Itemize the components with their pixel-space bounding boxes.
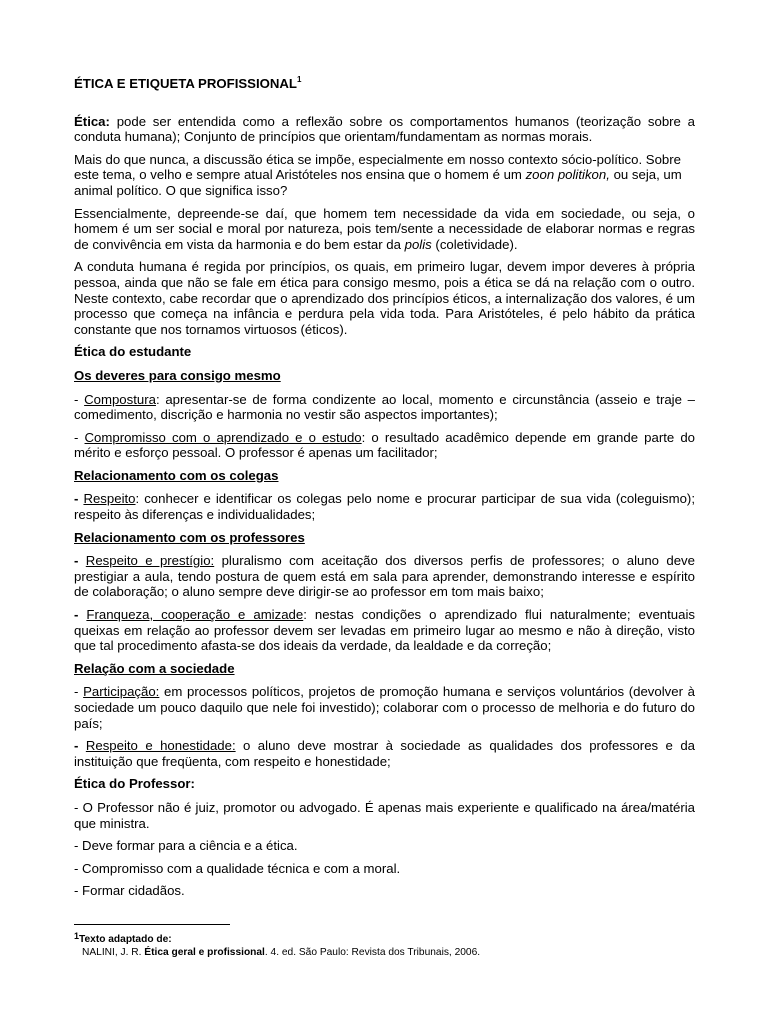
list-item: - Compromisso com a qualidade técnica e com a moral. (74, 860, 401, 876)
paragraph-etica-definition (74, 114, 695, 145)
list-item (74, 607, 695, 654)
student-ethics-heading: Ética do estudante (74, 344, 192, 360)
footnote-label: Texto adaptado de: (79, 934, 172, 945)
document-title (74, 72, 695, 92)
list-item (74, 491, 695, 522)
list-item: - Deve formar para a ciência e a ética. (74, 838, 298, 854)
item-term: Franqueza, cooperação e amizade (86, 607, 304, 623)
list-item: - O Professor não é juiz, promotor ou advogado. É apenas mais experiente e qualificado na área/matéria que ministra. (74, 799, 695, 831)
footnote (74, 930, 694, 959)
citation-author: NALINI, J. R. (82, 947, 142, 958)
paragraph-aristotle (74, 152, 695, 199)
item-text: : conhecer e identificar os colegas pelo nome e procurar participar de sua vida (coleguismo); respeito às diferenças e individualidades; (74, 491, 695, 523)
citation-work: Ética geral e profissional (144, 947, 265, 958)
footnote-citation (74, 946, 694, 959)
item-dash: - (74, 738, 79, 754)
list-item (74, 430, 695, 461)
p3-text-a: Essencialmente, depreende-se daí, que homem tem necessidade da vida em sociedade, ou seja, o homem é um ser social e moral por natureza, pois tem/sente a necessidade de elaborar normas e regras de convivência em vista da harmonia e do bem estar da (74, 205, 695, 252)
item-dash: - (74, 429, 79, 445)
item-term: Respeito (83, 491, 136, 507)
title-footnote-marker[interactable]: 1 (296, 75, 302, 84)
p2-text-a: Mais do que nunca, a discussão ética se impõe, especialmente em nosso contexto sócio-político. Sobre este tema, o velho e sempre atual Aristóteles nos ensina que o homem é um (74, 151, 681, 183)
p2-text-b: ou seja, um animal político. O que significa isso? (74, 167, 682, 198)
self-duties-heading: Os deveres para consigo mesmo (74, 367, 281, 383)
title-text: ÉTICA E ETIQUETA PROFISSIONAL (74, 76, 297, 91)
list-item (74, 392, 695, 423)
item-text: : o resultado acadêmico depende em grande parte do mérito e esforço pessoal. O professor é apenas um facilitador; (74, 429, 695, 461)
item-term: Compromisso com o aprendizado e o estudo (84, 429, 362, 445)
paragraph-conduct: A conduta humana é regida por princípios, os quais, em primeiro lugar, devem impor deveres à própria pessoa, ainda que não se fale em ética para consigo mesmo, pois a ética se dá na relação com o outro. Neste contexto, cabe recordar que o aprendizado dos princípios éticos, a internalização dos valores, é um processo que começa na infância e perdura pela vida toda. Para Aristóteles, é pelo hábito da prática constante que nos tornamos virtuosos (éticos). (74, 259, 695, 337)
colleagues-heading: Relacionamento com os colegas (74, 467, 279, 483)
item-dash: - (74, 553, 79, 569)
etica-label: Ética: (74, 113, 110, 129)
list-item (74, 684, 695, 731)
footnote-number: 1 (74, 931, 80, 941)
item-term: Compostura (84, 391, 156, 407)
citation-rest: . 4. ed. São Paulo: Revista dos Tribunais, 2006. (264, 947, 481, 958)
item-dash: - (74, 607, 79, 623)
paragraph-social-being (74, 206, 695, 253)
etica-text: pode ser entendida como a reflexão sobre os comportamentos humanos (teorização sobre a conduta humana); Conjunto de princípios que orientam/fundamentam as normas morais. (74, 113, 695, 145)
list-item (74, 553, 695, 600)
item-term: Respeito e honestidade: (85, 738, 236, 754)
item-term: Participação: (83, 684, 160, 700)
item-text: o aluno deve mostrar à sociedade as qualidades dos professores e da instituição que freqüenta, com respeito e honestidade; (74, 738, 695, 769)
item-term: Respeito e prestígio: (85, 553, 215, 569)
item-text: : nestas condições o aprendizado flui naturalmente; eventuais queixas em relação ao professor devem ser levadas em primeiro lugar ao mesmo e não à direção, visto que tal procedimento afasta-se dos ideais da verdade, da lealdade e da correção; (74, 607, 695, 654)
footnote-separator (74, 924, 230, 925)
item-dash: - (74, 684, 79, 700)
item-text: em processos políticos, projetos de promoção humana e serviços voluntários (devolver à sociedade um pouco daquilo que nele foi investido); colaborar com o processo de melhoria e do futuro do país; (74, 684, 695, 731)
item-dash: - (74, 391, 79, 407)
list-item (74, 738, 695, 769)
p3-italic: polis (404, 236, 432, 252)
item-dash: - (74, 491, 79, 507)
teacher-ethics-heading: Ética do Professor: (74, 776, 195, 792)
society-heading: Relação com a sociedade (74, 660, 235, 676)
item-text: pluralismo com aceitação dos diversos perfis de professores; o aluno deve prestigiar a aula, tendo postura de quem está em sala para aprender, demonstrando interesse e espírito de colaboração; o aluno sempre deve dirigir-se ao professor em tom mais baixo; (74, 553, 695, 600)
item-text: : apresentar-se de forma condizente ao local, momento e circunstância (asseio e traje – comedimento, discrição e harmonia no vestir são aspectos importantes); (74, 391, 695, 423)
teachers-heading: Relacionamento com os professores (74, 529, 305, 545)
list-item: - Formar cidadãos. (74, 883, 185, 899)
p2-italic: zoon politikon, (525, 167, 610, 183)
p3-text-b: (coletividade). (435, 236, 518, 252)
footnote-label-line (74, 930, 694, 946)
